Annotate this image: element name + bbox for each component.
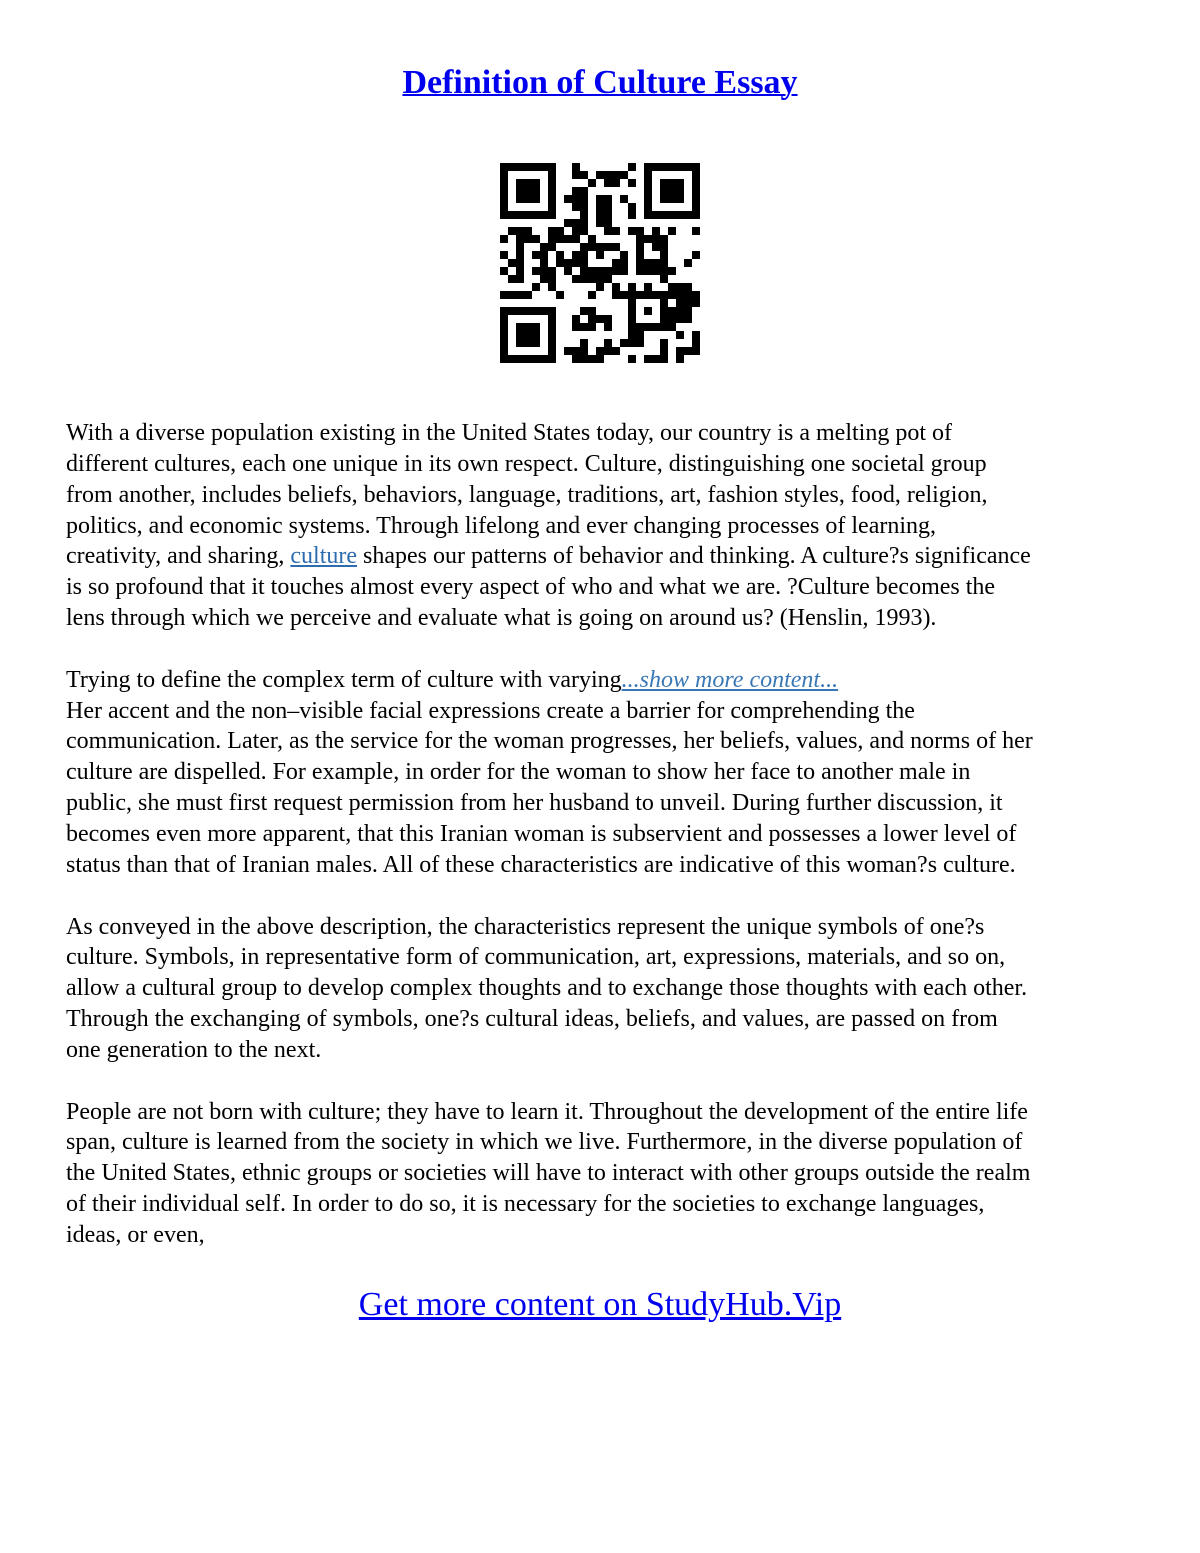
text-line: culture. Symbols, in representative form of communication, art, expressions, materials, and so on, — [66, 944, 1006, 971]
essay-body — [66, 418, 1166, 1282]
footer — [0, 1286, 1200, 1324]
text-segment: Trying to define the complex term of culture with varying — [66, 666, 622, 693]
show-more-content-link[interactable]: ...show more content... — [621, 666, 839, 693]
text-segment: creativity, and sharing, — [66, 543, 291, 570]
text-line: is so profound that it touches almost every aspect of who and what we are. ?Culture becomes the — [66, 574, 996, 601]
title-link[interactable]: Definition of Culture Essay — [402, 64, 798, 101]
text-line: allow a cultural group to develop complex thoughts and to exchange those thoughts with each other. — [66, 975, 1028, 1002]
text-line: of their individual self. In order to do so, it is necessary for the societies to exchange languages, — [66, 1191, 985, 1218]
text-line: becomes even more apparent, that this Iranian woman is subservient and possesses a lower level of — [66, 820, 1017, 847]
page-title — [0, 64, 1200, 102]
culture-link[interactable]: culture — [290, 543, 358, 570]
text-line: culture are dispelled. For example, in order for the woman to show her face to another male in — [66, 759, 971, 786]
qr-code-icon — [500, 163, 700, 363]
text-line: Through the exchanging of symbols, one?s cultural ideas, beliefs, and values, are passed on from — [66, 1006, 998, 1033]
text-segment: shapes our patterns of behavior and thinking. A culture?s significance — [357, 543, 1031, 570]
text-line: the United States, ethnic groups or societies will have to interact with other groups outside the realm — [66, 1160, 1031, 1187]
get-more-content-link[interactable]: Get more content on StudyHub.Vip — [358, 1286, 842, 1323]
text-line: As conveyed in the above description, the characteristics represent the unique symbols of one?s — [66, 913, 985, 940]
text-line: People are not born with culture; they have to learn it. Throughout the development of the entire life — [66, 1098, 1028, 1125]
text-line: status than that of Iranian males. All of these characteristics are indicative of this woman?s culture. — [66, 851, 1016, 878]
paragraph — [66, 912, 1166, 1066]
text-line: from another, includes beliefs, behaviors, language, traditions, art, fashion styles, food, religion, — [66, 481, 988, 508]
text-line: different cultures, each one unique in its own respect. Culture, distinguishing one societal group — [66, 450, 987, 477]
text-line: lens through which we perceive and evaluate what is going on around us? (Henslin, 1993). — [66, 605, 937, 632]
text-line: communication. Later, as the service for the woman progresses, her beliefs, values, and norms of her — [66, 728, 1033, 755]
text-line: span, culture is learned from the society in which we live. Furthermore, in the diverse population of — [66, 1129, 1023, 1156]
text-line: ideas, or even, — [66, 1221, 205, 1248]
text-line: Her accent and the non–visible facial expressions create a barrier for comprehending the — [66, 697, 915, 724]
text-line: With a diverse population existing in the United States today, our country is a melting pot of — [66, 420, 952, 446]
paragraph — [66, 418, 1166, 634]
text-line — [66, 665, 1166, 696]
text-line — [66, 541, 1166, 572]
paragraph — [66, 665, 1166, 881]
paragraph — [66, 1097, 1166, 1251]
text-line: public, she must first request permission from her husband to unveil. During further discussion, it — [66, 790, 1003, 817]
text-line: one generation to the next. — [66, 1036, 322, 1063]
text-line: politics, and economic systems. Through lifelong and ever changing processes of learning, — [66, 512, 936, 539]
